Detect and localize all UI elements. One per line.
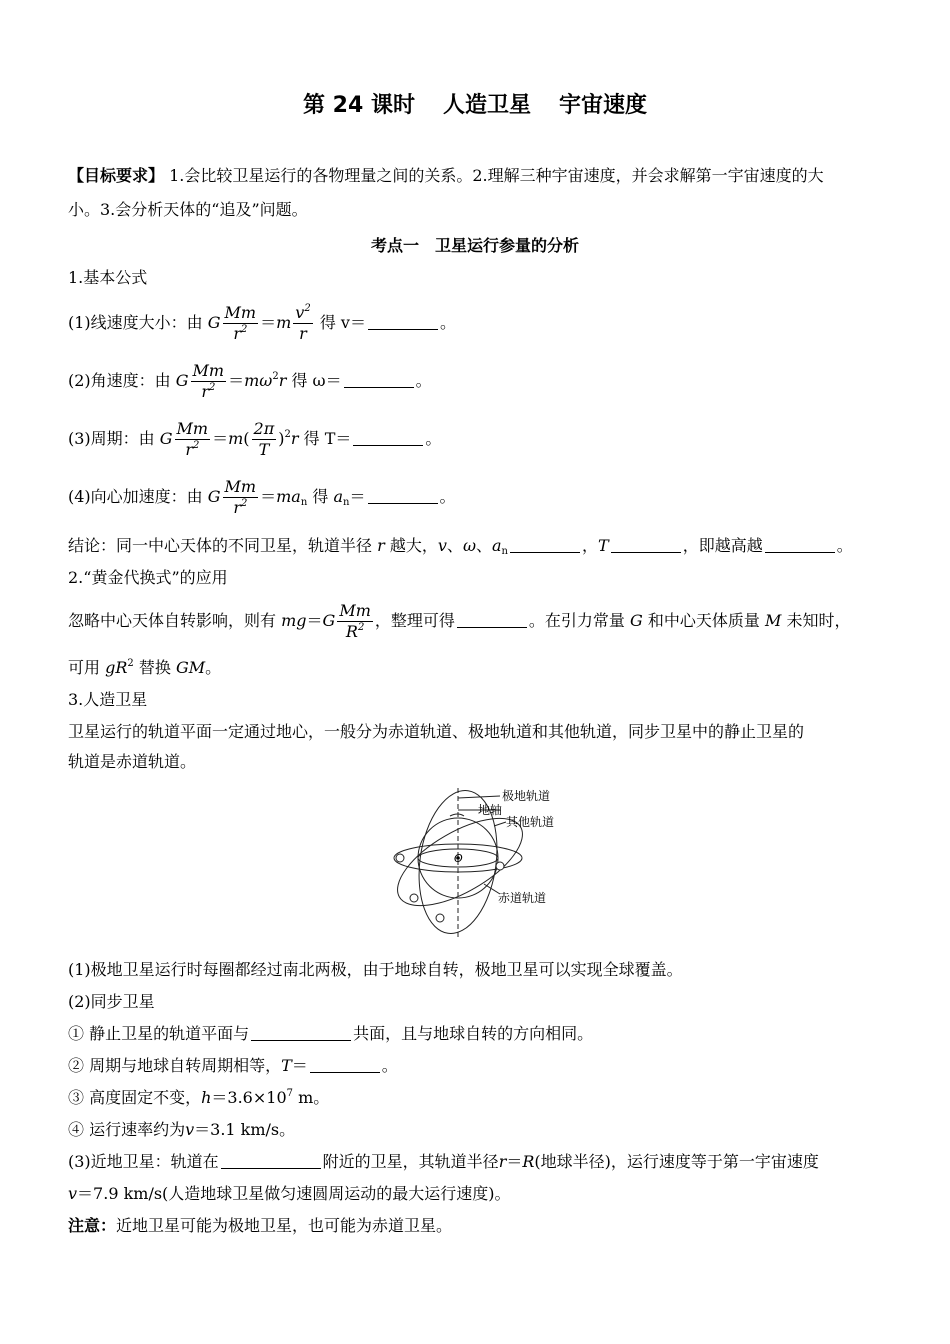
near-earth-line1: (3)近地卫星：轨道在 附近的卫星，其轨道半径r＝R(地球半径)，运行速度等于第一宇宙速度 bbox=[68, 1152, 819, 1171]
blank-T[interactable] bbox=[353, 427, 423, 446]
note: 注意：近地卫星可能为极地卫星，也可能为赤道卫星。 bbox=[68, 1216, 453, 1235]
blank-trend-3[interactable] bbox=[765, 534, 835, 553]
title-topic: 人造卫星 bbox=[442, 93, 531, 118]
satellite-4 bbox=[436, 914, 444, 922]
note-label: 注意： bbox=[68, 1216, 117, 1235]
golden-heading: 2.“黄金代换式”的应用 bbox=[68, 568, 228, 587]
near-earth-line2: v＝7.9 km/s(人造地球卫星做匀速圆周运动的最大运行速度)。 bbox=[68, 1184, 511, 1203]
polar-note: (1)极地卫星运行时每圈都经过南北两极，由于地球自转，极地卫星可以实现全球覆盖。 bbox=[68, 960, 683, 979]
title-lesson: 第 24 课时 bbox=[303, 93, 415, 118]
satellite-3 bbox=[410, 894, 418, 902]
satellite-heading: 3.人造卫星 bbox=[68, 690, 148, 709]
label-earth-axis: 地轴 bbox=[478, 803, 503, 817]
formula-angular-velocity: (2)角速度：由 G $\frac{Mm}{r^2}$ $=m\omega^2r$ 得 ω＝ 。 bbox=[68, 361, 432, 401]
satellite-2 bbox=[496, 862, 504, 870]
golden-line2: 可用 $gR^2$ 替换 GM。 bbox=[68, 658, 222, 677]
formula-linear-velocity: (1)线速度大小：由 G $\frac{Mm}{r^2}$ ＝m $\frac{v^2}{r}$ 得 v＝ 。 bbox=[68, 303, 456, 343]
blank-omega[interactable] bbox=[344, 369, 414, 388]
blank-v[interactable] bbox=[368, 311, 438, 330]
objectives-line1: 【目标要求】 1.会比较卫星运行的各物理量之间的关系。2.理解三种宇宙速度，并会求解第一宇宙速度的大 bbox=[68, 166, 824, 185]
blank-trend-1[interactable] bbox=[510, 534, 580, 553]
label-equator-orbit: 赤道轨道 bbox=[498, 891, 547, 905]
section1-title: 考点一 卫星运行参量的分析 bbox=[370, 236, 579, 255]
satellite-paragraph: 卫星运行的轨道平面一定通过地心，一般分为赤道轨道、极地轨道和其他轨道，同步卫星中的静止卫星的 bbox=[68, 722, 805, 741]
sync-item-4: ④ 运行速率约为v＝3.1 km/s。 bbox=[68, 1120, 296, 1139]
formula-acceleration: (4)向心加速度：由 G $\frac{Mm}{r^2}$ $=ma_n$ 得 $a_n=$ 。 bbox=[68, 477, 456, 517]
label-center: O bbox=[454, 852, 463, 865]
sync-item-3: ③ 高度固定不变，$h=3.6\times 10^7$ m。 bbox=[68, 1088, 330, 1107]
conclusion: 结论：同一中心天体的不同卫星，轨道半径 r 越大，v、ω、$a_n$ ，T ，即越高越 。 bbox=[68, 536, 853, 557]
objectives-label: 【目标要求】 bbox=[68, 166, 165, 185]
label-other-orbit: 其他轨道 bbox=[506, 815, 555, 829]
sync-heading: (2)同步卫星 bbox=[68, 992, 155, 1011]
sync-item-2: ② 周期与地球自转周期相等，T＝ 。 bbox=[68, 1056, 398, 1075]
page-title bbox=[0, 88, 950, 119]
formula-period: (3)周期：由 G $\frac{Mm}{r^2}$ ＝m( $\frac{2\pi}{T}$ )$^2$r 得 T＝ 。 bbox=[68, 419, 442, 459]
label-polar-orbit: 极地轨道 bbox=[502, 789, 551, 803]
rotation-arrow bbox=[450, 814, 464, 816]
objectives-line2: 小。3.会分析天体的“追及”问题。 bbox=[68, 200, 308, 219]
blank-plane[interactable] bbox=[251, 1022, 351, 1041]
satellite-paragraph-2: 轨道是赤道轨道。 bbox=[68, 752, 197, 771]
orbit-diagram bbox=[388, 786, 564, 942]
basic-formula-heading: 1.基本公式 bbox=[68, 268, 148, 287]
blank-near[interactable] bbox=[221, 1150, 321, 1169]
sync-item-1: ① 静止卫星的轨道平面与 共面，且与地球自转的方向相同。 bbox=[68, 1024, 594, 1043]
title-subtopic: 宇宙速度 bbox=[558, 93, 647, 118]
blank-an[interactable] bbox=[368, 485, 438, 504]
blank-golden[interactable] bbox=[457, 609, 527, 628]
blank-sync-T[interactable] bbox=[310, 1054, 380, 1073]
golden-line1: 忽略中心天体自转影响，则有 mg＝G $\frac{Mm}{R^2}$ ，整理可得 。在引力常量 G 和中心天体质量 M 未知时， bbox=[68, 601, 851, 641]
blank-trend-2[interactable] bbox=[611, 534, 681, 553]
satellite-1 bbox=[396, 854, 404, 862]
